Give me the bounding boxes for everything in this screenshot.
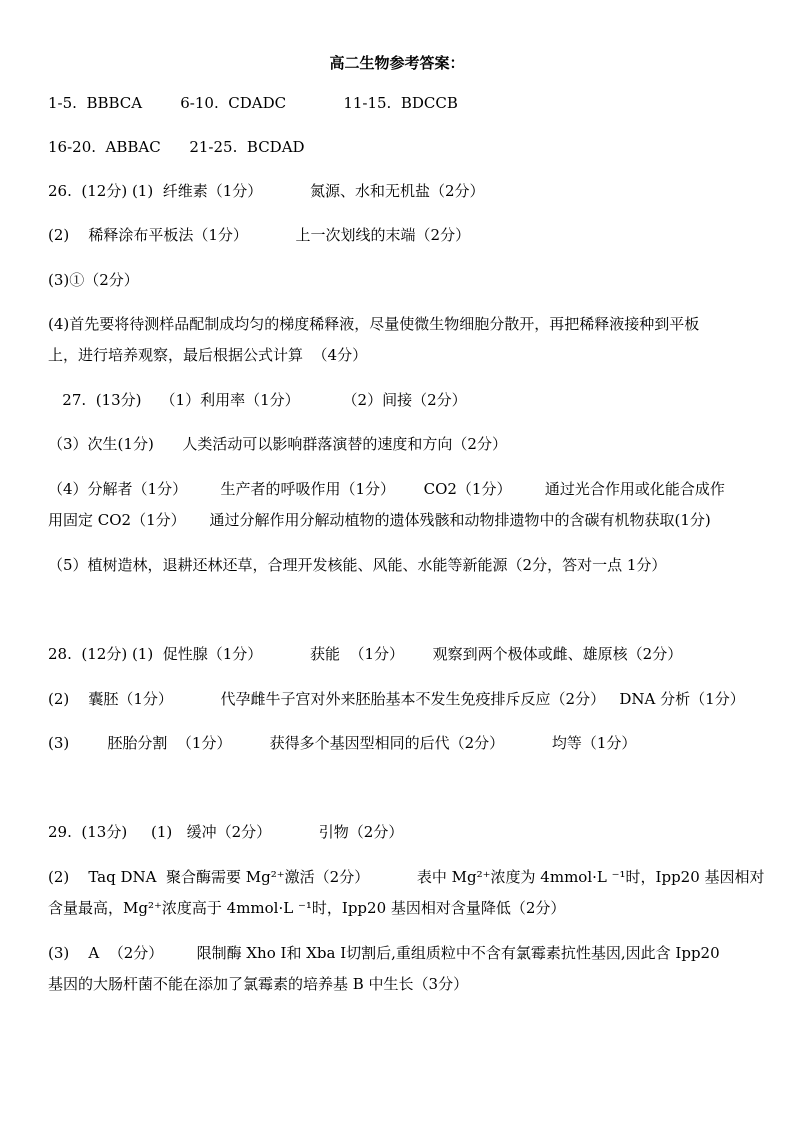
q26-part3: (3)①（2分） [48,271,139,289]
q29-part2-line1: (2) Taq DNA 聚合酶需要 Mg²⁺激活（2分） 表中 Mg²⁺浓度为 4mmol·L ⁻¹时，Ipp20 基因相对 [48,868,765,886]
q27-part1-2: 27. (13分) （1）利用率（1分） （2）间接（2分） [48,391,467,409]
q26-part4-line2: 上，进行培养观察，最后根据公式计算 （4分） [48,346,368,364]
q29-part3-line1: (3) A （2分） 限制酶 Xho Ⅰ和 Xba Ⅰ切割后,重组质粒中不含有氯霉素抗性基因,因此含 Ipp20 [48,944,720,962]
q28-part2: (2) 囊胚（1分） 代孕雌牛子宫对外来胚胎基本不发生免疫排斥反应（2分） DNA 分析（1分） [48,690,745,708]
q27-part3: （3）次生(1分) 人类活动可以影响群落演替的速度和方向（2分） [48,435,507,453]
q28-part1: 28. (12分) (1) 促性腺（1分） 获能 （1分） 观察到两个极体或雌、雄原核（2分） [48,645,683,663]
q28-part3: (3) 胚胎分割 （1分） 获得多个基因型相同的后代（2分） 均等（1分） [48,734,637,752]
q29-part1: 29. (13分) (1) 缓冲（2分） 引物（2分） [48,823,404,841]
q27-part4-line2: 用固定 CO2（1分） 通过分解作用分解动植物的遗体残骸和动物排遗物中的含碳有机物获取(1分) [48,511,711,529]
q29-part2-line2: 含量最高，Mg²⁺浓度高于 4mmol·L ⁻¹时，Ipp20 基因相对含量降低（2分） [48,899,566,917]
q27-part4-line1: （4）分解者（1分） 生产者的呼吸作用（1分） CO2（1分） 通过光合作用或化能合成作 [48,480,725,498]
q26-part1: 26. (12分) (1) 纤维素（1分） 氮源、水和无机盐（2分） [48,182,485,200]
q27-part5: （5）植树造林，退耕还林还草，合理开发核能、风能、水能等新能源（2分，答对一点 1分） [48,556,667,574]
page-title: 高二生物参考答案： [329,54,465,72]
answer-line-16-25: 16-20. ABBAC 21-25. BCDAD [48,138,305,156]
answer-line-1-15: 1-5. BBBCA 6-10. CDADC 11-15. BDCCB [48,94,458,112]
q26-part2: (2) 稀释涂布平板法（1分） 上一次划线的末端（2分） [48,226,471,244]
q29-part3-line2: 基因的大肠杆菌不能在添加了氯霉素的培养基 B 中生长（3分） [48,975,469,993]
q26-part4-line1: (4)首先要将待测样品配制成均匀的梯度稀释液，尽量使微生物细胞分散开，再把稀释液接种到平板 [48,315,700,333]
